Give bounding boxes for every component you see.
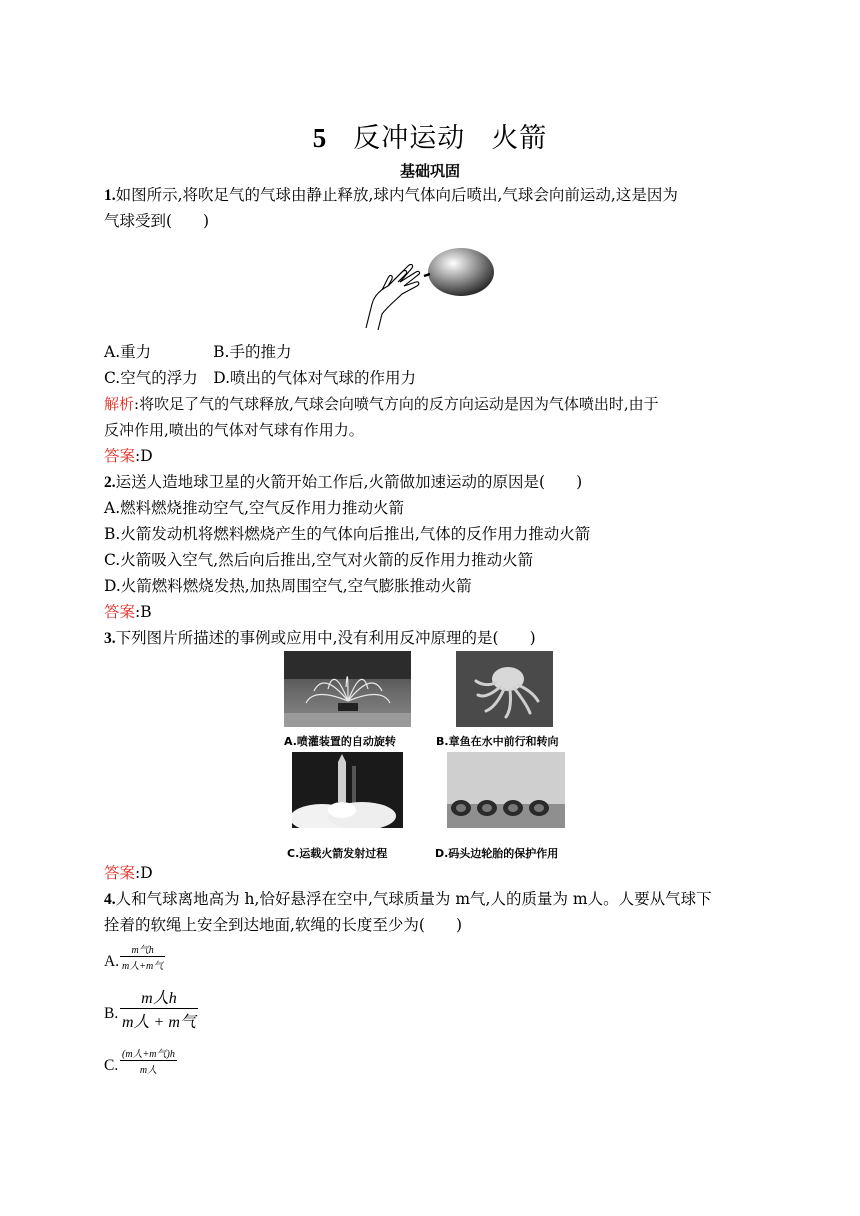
q2-option-c: C.火箭吸入空气,然后向后推出,空气对火箭的反作用力推动火箭 bbox=[104, 551, 534, 569]
caption-a: A.喷灌装置的自动旋转 bbox=[284, 735, 396, 748]
fraction-denominator: m人+m气 bbox=[122, 961, 164, 972]
q4-stem-line2: 拴着的软绳上安全到达地面,软绳的长度至少为( ) bbox=[104, 916, 463, 934]
answer-label: 答案 bbox=[104, 603, 136, 621]
q1-answer: 答案:D bbox=[104, 447, 153, 465]
q2-option-a: A.燃料燃烧推动空气,空气反作用力推动火箭 bbox=[104, 499, 405, 517]
q2-answer: 答案:B bbox=[104, 603, 152, 621]
section-heading: 基础巩固 bbox=[399, 162, 460, 180]
dock-tires-photo bbox=[447, 752, 565, 828]
page-title bbox=[0, 116, 860, 155]
caption-c: C.运载火箭发射过程 bbox=[287, 847, 388, 860]
q1-explanation-line2: 反冲作用,喷出的气体对气球有作用力。 bbox=[104, 421, 364, 439]
q4-option-b-fraction bbox=[120, 985, 198, 1032]
q4-option-c-fraction bbox=[120, 1045, 177, 1076]
answer-label: 答案 bbox=[104, 864, 136, 882]
explanation-label: 解析 bbox=[104, 395, 135, 413]
answer-label: 答案 bbox=[104, 447, 136, 465]
q1-options-row2: C.空气的浮力 D.喷出的气体对气球的作用力 bbox=[104, 369, 417, 387]
title-part-2: 火箭 bbox=[491, 123, 548, 154]
q4-option-c-label: C. bbox=[104, 1057, 119, 1074]
q4-option-a-label: A. bbox=[104, 953, 120, 970]
lesson-number: 5 bbox=[312, 123, 328, 153]
sprinkler-photo bbox=[284, 651, 411, 727]
q4-stem-line1: 4.人和气球离地高为 h,恰好悬浮在空中,气球质量为 m气,人的质量为 m人。人要从气球下 bbox=[104, 890, 712, 908]
q1-options-row1: A.重力 B.手的推力 bbox=[104, 343, 292, 361]
q2-number: 2. bbox=[104, 474, 116, 491]
q4-option-a-fraction bbox=[120, 941, 165, 972]
q1-explanation-line1: 解析:将吹足了气的气球释放,气球会向喷气方向的反方向运动是因为气体喷出时,由于 bbox=[104, 395, 659, 413]
balloon-hand-figure bbox=[358, 244, 498, 332]
q1-stem-line1 bbox=[104, 184, 678, 207]
octopus-photo bbox=[456, 651, 553, 727]
caption-d: D.码头边轮胎的保护作用 bbox=[435, 847, 559, 860]
fraction-numerator: (m人+m气)h bbox=[122, 1049, 175, 1060]
q2-stem: 2.运送人造地球卫星的火箭开始工作后,火箭做加速运动的原因是( ) bbox=[104, 473, 583, 491]
balloon-icon bbox=[428, 248, 494, 296]
rocket-photo bbox=[292, 752, 403, 828]
q3-number: 3. bbox=[104, 630, 116, 647]
q3-answer: 答案:D bbox=[104, 864, 153, 882]
q1-number: 1. bbox=[104, 187, 116, 204]
caption-b: B.章鱼在水中前行和转向 bbox=[436, 735, 559, 748]
fraction-numerator: m人h bbox=[141, 990, 177, 1007]
fraction-denominator: m人 bbox=[139, 1065, 158, 1076]
q2-option-d: D.火箭燃料燃烧发热,加热周围空气,空气膨胀推动火箭 bbox=[104, 577, 472, 595]
q4-option-b-label: B. bbox=[104, 1005, 119, 1022]
q1-stem-line2: 气球受到( ) bbox=[104, 212, 210, 230]
q2-option-b: B.火箭发动机将燃料燃烧产生的气体向后推出,气体的反作用力推动火箭 bbox=[104, 525, 591, 543]
q4-number: 4. bbox=[104, 891, 116, 908]
q3-stem: 3.下列图片所描述的事例或应用中,没有利用反冲原理的是( ) bbox=[104, 629, 536, 647]
title-part-1: 反冲运动 bbox=[353, 123, 466, 154]
fraction-numerator: m气h bbox=[131, 945, 154, 956]
hand-icon bbox=[366, 265, 419, 330]
q1-text-1: 如图所示,将吹足气的气球由静止释放,球内气体向后喷出,气球会向前运动,这是因为 bbox=[115, 186, 678, 204]
fraction-denominator: m人 + m气 bbox=[122, 1014, 196, 1031]
